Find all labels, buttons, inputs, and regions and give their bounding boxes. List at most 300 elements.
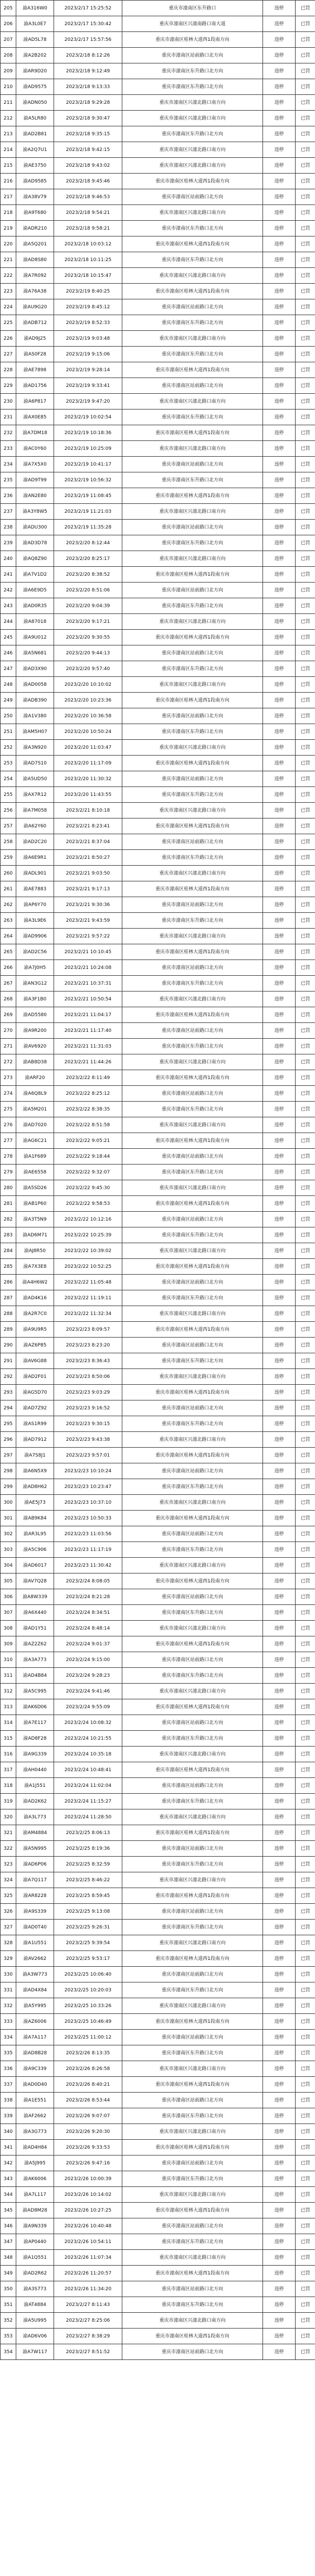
- violation-location-cell: 重庆市潼南区兴潼北路口南方向: [122, 1684, 263, 1699]
- table-row: [1, 614, 315, 630]
- handling-status-cell: 已罚: [296, 315, 315, 331]
- violation-type-cell: 违停: [263, 126, 296, 142]
- plate-number-cell: 渝AP0440: [16, 2234, 54, 2250]
- plate-number-cell: 渝A5M201: [16, 1102, 54, 1117]
- table-row: [1, 834, 315, 850]
- plate-number-cell: 渝AZ6P85: [16, 1338, 54, 1353]
- violation-type-cell: 违停: [263, 1416, 296, 1432]
- plate-number-cell: 渝AD5L78: [16, 32, 54, 48]
- violation-location-cell: 重庆市潼南区东升路口北方向: [122, 1479, 263, 1495]
- table-row: [1, 1652, 315, 1668]
- violation-location-cell: 重庆市潼南区兴潼北路口南方向: [122, 1180, 263, 1196]
- handling-status-cell: 已罚: [296, 1039, 315, 1054]
- handling-status-cell: 已罚: [296, 960, 315, 976]
- row-number-cell: 277: [1, 1133, 16, 1149]
- plate-number-cell: 渝AD8S80: [16, 252, 54, 268]
- plate-number-cell: 渝A38V79: [16, 189, 54, 205]
- violation-type-cell: 违停: [263, 1684, 296, 1699]
- plate-number-cell: 渝AD0058: [16, 677, 54, 693]
- table-row: [1, 252, 315, 268]
- row-number-cell: 247: [1, 661, 16, 677]
- handling-status-cell: 已罚: [296, 787, 315, 803]
- handling-status-cell: 已罚: [296, 2061, 315, 2077]
- plate-number-cell: 渝A7S8J1: [16, 1448, 54, 1463]
- table-row: [1, 2218, 315, 2234]
- handling-status-cell: 已罚: [296, 866, 315, 881]
- violation-location-cell: 重庆市潼南区东升路口北方向: [122, 1039, 263, 1054]
- violation-type-cell: 违停: [263, 1920, 296, 1935]
- plate-number-cell: 渝AJ8R50: [16, 1243, 54, 1259]
- plate-number-cell: 渝A9N339: [16, 2218, 54, 2234]
- handling-status-cell: 已罚: [296, 2155, 315, 2171]
- plate-number-cell: 渝AD3X90: [16, 661, 54, 677]
- table-row: [1, 756, 315, 771]
- violation-type-cell: 违停: [263, 756, 296, 771]
- violation-time-cell: 2023/2/22 11:19:11: [54, 1290, 122, 1306]
- violation-time-cell: 2023/2/19 11:08:45: [54, 488, 122, 504]
- violation-time-cell: 2023/2/23 10:10:24: [54, 1463, 122, 1479]
- violation-time-cell: 2023/2/18 9:29:28: [54, 95, 122, 111]
- violation-time-cell: 2023/2/21 10:50:54: [54, 991, 122, 1007]
- handling-status-cell: 已罚: [296, 1448, 315, 1463]
- handling-status-cell: 已罚: [296, 63, 315, 79]
- violation-type-cell: 违停: [263, 1511, 296, 1526]
- table-row: [1, 1227, 315, 1243]
- violation-location-cell: 重庆市潼南区东升路口北方向: [122, 1227, 263, 1243]
- plate-number-cell: 渝A87018: [16, 614, 54, 630]
- violation-time-cell: 2023/2/21 9:30:36: [54, 897, 122, 913]
- table-row: [1, 850, 315, 866]
- violation-type-cell: 违停: [263, 960, 296, 976]
- violation-type-cell: 违停: [263, 284, 296, 299]
- plate-number-cell: 渝A7M058: [16, 803, 54, 818]
- plate-number-cell: 渝AD6017: [16, 1558, 54, 1573]
- handling-status-cell: 已罚: [296, 2093, 315, 2108]
- row-number-cell: 318: [1, 1778, 16, 1794]
- violation-location-cell: 重庆市潼南区东升路口北方向: [122, 1353, 263, 1369]
- violation-time-cell: 2023/2/23 9:03:29: [54, 1385, 122, 1400]
- violation-type-cell: 违停: [263, 1778, 296, 1794]
- violation-time-cell: 2023/2/18 9:35:15: [54, 126, 122, 142]
- handling-status-cell: 已罚: [296, 488, 315, 504]
- violation-location-cell: 重庆市潼南区东升路口北方向: [122, 347, 263, 362]
- violation-type-cell: 违停: [263, 394, 296, 409]
- row-number-cell: 233: [1, 441, 16, 457]
- row-number-cell: 330: [1, 1967, 16, 1982]
- violation-type-cell: 违停: [263, 913, 296, 929]
- violation-location-cell: 重庆市潼南区东升路口北方向: [122, 2234, 263, 2250]
- violation-type-cell: 违停: [263, 1794, 296, 1809]
- table-row: [1, 1212, 315, 1227]
- table-row: [1, 378, 315, 394]
- plate-number-cell: 渝AX7R12: [16, 787, 54, 803]
- table-row: [1, 1904, 315, 1920]
- violation-time-cell: 2023/2/19 11:21:03: [54, 504, 122, 520]
- violation-location-cell: 重庆市潼南区桂林大道西1段南方向: [122, 693, 263, 708]
- row-number-cell: 226: [1, 331, 16, 347]
- violation-location-cell: 重庆市潼南区桂林大道西1段南方向: [122, 284, 263, 299]
- violation-type-cell: 违停: [263, 520, 296, 535]
- violation-time-cell: 2023/2/23 8:09:57: [54, 1322, 122, 1338]
- violation-type-cell: 违停: [263, 1652, 296, 1668]
- violation-location-cell: 重庆市潼南区东升路口北方向: [122, 1920, 263, 1935]
- violation-type-cell: 违停: [263, 803, 296, 818]
- plate-number-cell: 渝A6X440: [16, 1605, 54, 1621]
- row-number-cell: 311: [1, 1668, 16, 1684]
- violation-type-cell: 违停: [263, 1023, 296, 1039]
- violation-location-cell: 重庆市潼南区桂林大道西1段南方向: [122, 1448, 263, 1463]
- table-row: [1, 866, 315, 881]
- plate-number-cell: 渝A7X3E8: [16, 1259, 54, 1275]
- violation-time-cell: 2023/2/19 11:35:28: [54, 520, 122, 535]
- violation-location-cell: 重庆市潼南区东升路口北方向: [122, 661, 263, 677]
- violation-location-cell: 重庆市潼南区站前路口北方向: [122, 1904, 263, 1920]
- plate-number-cell: 渝A5SD26: [16, 1180, 54, 1196]
- violation-type-cell: 违停: [263, 1731, 296, 1747]
- violation-time-cell: 2023/2/20 11:30:32: [54, 771, 122, 787]
- table-row: [1, 1636, 315, 1652]
- violation-time-cell: 2023/2/21 9:03:50: [54, 866, 122, 881]
- row-number-cell: 243: [1, 598, 16, 614]
- violation-time-cell: 2023/2/26 10:40:48: [54, 2218, 122, 2234]
- row-number-cell: 341: [1, 2140, 16, 2155]
- violation-time-cell: 2023/2/23 10:50:33: [54, 1511, 122, 1526]
- violation-location-cell: 重庆市潼南区兴潼北路口南方向: [122, 504, 263, 520]
- violation-type-cell: 违停: [263, 2140, 296, 2155]
- table-row: [1, 520, 315, 535]
- row-number-cell: 287: [1, 1290, 16, 1306]
- table-row: [1, 174, 315, 189]
- violation-time-cell: 2023/2/20 10:23:36: [54, 693, 122, 708]
- row-number-cell: 352: [1, 2313, 16, 2329]
- violation-time-cell: 2023/2/19 9:28:14: [54, 362, 122, 378]
- table-row: [1, 724, 315, 740]
- row-number-cell: 294: [1, 1400, 16, 1416]
- row-number-cell: 329: [1, 1951, 16, 1967]
- row-number-cell: 299: [1, 1479, 16, 1495]
- table-row: [1, 1353, 315, 1369]
- violation-location-cell: 重庆市潼南区兴潼北路口南方向: [122, 1558, 263, 1573]
- violation-time-cell: 2023/2/26 9:20:30: [54, 2124, 122, 2140]
- violation-type-cell: 违停: [263, 299, 296, 315]
- violation-location-cell: 重庆市潼南区站前路口北方向: [122, 1275, 263, 1290]
- row-number-cell: 348: [1, 2250, 16, 2266]
- row-number-cell: 248: [1, 677, 16, 693]
- plate-number-cell: 渝AD7912: [16, 1432, 54, 1448]
- handling-status-cell: 已罚: [296, 1935, 315, 1951]
- plate-number-cell: 渝A7E117: [16, 1715, 54, 1731]
- handling-status-cell: 已罚: [296, 1369, 315, 1385]
- plate-number-cell: 渝A1E551: [16, 2093, 54, 2108]
- plate-number-cell: 渝AV7Q28: [16, 1573, 54, 1589]
- violation-location-cell: 重庆市潼南区站前路口北方向: [122, 1589, 263, 1605]
- violation-time-cell: 2023/2/18 9:43:02: [54, 158, 122, 174]
- row-number-cell: 227: [1, 347, 16, 362]
- violation-type-cell: 违停: [263, 236, 296, 252]
- handling-status-cell: 已罚: [296, 1762, 315, 1778]
- table-row: [1, 1715, 315, 1731]
- violation-type-cell: 违停: [263, 32, 296, 48]
- table-row: [1, 1479, 315, 1495]
- plate-number-cell: 渝A3L773: [16, 1809, 54, 1825]
- handling-status-cell: 已罚: [296, 378, 315, 394]
- violation-time-cell: 2023/2/19 8:45:12: [54, 299, 122, 315]
- violation-location-cell: 重庆市潼南区兴潼北路口南方向: [122, 205, 263, 221]
- plate-number-cell: 渝A3L9E6: [16, 913, 54, 929]
- row-number-cell: 323: [1, 1857, 16, 1872]
- table-row: [1, 1857, 315, 1872]
- row-number-cell: 207: [1, 32, 16, 48]
- violation-location-cell: 重庆市潼南区桂林大道西1段南方向: [122, 567, 263, 583]
- violation-type-cell: 违停: [263, 1007, 296, 1023]
- table-row: [1, 362, 315, 378]
- violation-time-cell: 2023/2/19 9:03:48: [54, 331, 122, 347]
- violation-location-cell: 重庆市潼南区东升路口北方向: [122, 1857, 263, 1872]
- violation-type-cell: 违停: [263, 1935, 296, 1951]
- violation-time-cell: 2023/2/23 8:36:43: [54, 1353, 122, 1369]
- plate-number-cell: 渝AD7020: [16, 1117, 54, 1133]
- violation-location-cell: 重庆市潼南区桂林大道西1段南方向: [122, 1762, 263, 1778]
- handling-status-cell: 已罚: [296, 2329, 315, 2344]
- row-number-cell: 354: [1, 2344, 16, 2360]
- violation-time-cell: 2023/2/24 11:15:27: [54, 1794, 122, 1809]
- table-row: [1, 1180, 315, 1196]
- violation-type-cell: 违停: [263, 268, 296, 284]
- violation-location-cell: 重庆市潼南区站前路口北方向: [122, 378, 263, 394]
- violation-location-cell: 重庆市潼南区桂林大道西1段南方向: [122, 2140, 263, 2155]
- plate-number-cell: 渝AR9D20: [16, 63, 54, 79]
- handling-status-cell: 已罚: [296, 1841, 315, 1857]
- violation-time-cell: 2023/2/19 10:02:54: [54, 409, 122, 425]
- violation-time-cell: 2023/2/19 8:52:33: [54, 315, 122, 331]
- violation-time-cell: 2023/2/22 11:32:34: [54, 1306, 122, 1322]
- table-row: [1, 1668, 315, 1684]
- plate-number-cell: 渝AD7S10: [16, 756, 54, 771]
- handling-status-cell: 已罚: [296, 1416, 315, 1432]
- violation-location-cell: 重庆市潼南区站前路口北方向: [122, 2093, 263, 2108]
- table-row: [1, 1102, 315, 1117]
- plate-number-cell: 渝AX0E85: [16, 409, 54, 425]
- plate-number-cell: 渝AE7883: [16, 881, 54, 897]
- plate-number-cell: 渝AE6558: [16, 1165, 54, 1180]
- violation-time-cell: 2023/2/27 8:11:43: [54, 2297, 122, 2313]
- handling-status-cell: 已罚: [296, 929, 315, 944]
- table-row: [1, 818, 315, 834]
- plate-number-cell: 渝AD2R62: [16, 2266, 54, 2281]
- handling-status-cell: 已罚: [296, 1054, 315, 1070]
- plate-number-cell: 渝A1U551: [16, 1935, 54, 1951]
- table-row: [1, 1982, 315, 1998]
- plate-number-cell: 渝A3G773: [16, 2124, 54, 2140]
- violation-time-cell: 2023/2/21 8:37:04: [54, 834, 122, 850]
- violation-time-cell: 2023/2/22 10:39:02: [54, 1243, 122, 1259]
- table-row: [1, 2250, 315, 2266]
- violation-table-body: [1, 1, 315, 2360]
- handling-status-cell: 已罚: [296, 850, 315, 866]
- table-row: [1, 2093, 315, 2108]
- row-number-cell: 300: [1, 1495, 16, 1511]
- violation-location-cell: 重庆市潼南区东升路口: [122, 1, 263, 16]
- table-row: [1, 1920, 315, 1935]
- row-number-cell: 288: [1, 1306, 16, 1322]
- violation-location-cell: 重庆市潼南区站前路口北方向: [122, 1526, 263, 1542]
- violation-time-cell: 2023/2/17 15:57:56: [54, 32, 122, 48]
- violation-type-cell: 违停: [263, 488, 296, 504]
- violation-location-cell: 重庆市潼南区东升路口北方向: [122, 1290, 263, 1306]
- plate-number-cell: 渝A5N995: [16, 1841, 54, 1857]
- plate-number-cell: 渝A7Q117: [16, 1872, 54, 1888]
- violation-location-cell: 重庆市潼南区桂林大道西1段南方向: [122, 881, 263, 897]
- row-number-cell: 333: [1, 2014, 16, 2030]
- row-number-cell: 269: [1, 1007, 16, 1023]
- plate-number-cell: 渝AD9T99: [16, 472, 54, 488]
- violation-type-cell: 违停: [263, 2234, 296, 2250]
- plate-number-cell: 渝AD0R35: [16, 598, 54, 614]
- violation-time-cell: 2023/2/18 10:15:47: [54, 268, 122, 284]
- row-number-cell: 346: [1, 2218, 16, 2234]
- violation-time-cell: 2023/2/22 8:25:12: [54, 1086, 122, 1102]
- violation-time-cell: 2023/2/26 8:13:35: [54, 2045, 122, 2061]
- table-row: [1, 1731, 315, 1747]
- handling-status-cell: 已罚: [296, 32, 315, 48]
- violation-type-cell: 违停: [263, 504, 296, 520]
- plate-number-cell: 渝AP6Y70: [16, 897, 54, 913]
- row-number-cell: 254: [1, 771, 16, 787]
- table-row: [1, 2061, 315, 2077]
- violation-time-cell: 2023/2/20 8:12:44: [54, 535, 122, 551]
- table-row: [1, 394, 315, 409]
- violation-type-cell: 违停: [263, 1212, 296, 1227]
- violation-type-cell: 违停: [263, 677, 296, 693]
- table-row: [1, 1322, 315, 1338]
- handling-status-cell: 已罚: [296, 252, 315, 268]
- violation-location-cell: 重庆市潼南区东升路口北方向: [122, 1542, 263, 1558]
- violation-location-cell: 重庆市潼南区桂林大道西1段南方向: [122, 2014, 263, 2030]
- handling-status-cell: 已罚: [296, 1888, 315, 1904]
- row-number-cell: 219: [1, 221, 16, 236]
- violation-type-cell: 违停: [263, 2077, 296, 2093]
- handling-status-cell: 已罚: [296, 2108, 315, 2124]
- table-row: [1, 1762, 315, 1778]
- table-row: [1, 551, 315, 567]
- row-number-cell: 206: [1, 16, 16, 32]
- violation-type-cell: 违停: [263, 1558, 296, 1573]
- table-row: [1, 1998, 315, 2014]
- violation-location-cell: 重庆市潼南区兴潼北路口南方向: [122, 111, 263, 126]
- violation-time-cell: 2023/2/22 9:05:21: [54, 1133, 122, 1149]
- violation-location-cell: 重庆市潼南区站前路口北方向: [122, 299, 263, 315]
- violation-location-cell: 重庆市潼南区东升路口北方向: [122, 1668, 263, 1684]
- violation-time-cell: 2023/2/20 9:17:21: [54, 614, 122, 630]
- violation-type-cell: 违停: [263, 834, 296, 850]
- handling-status-cell: 已罚: [296, 991, 315, 1007]
- violation-location-cell: 重庆市潼南区兴潼南路口南大道: [122, 16, 263, 32]
- handling-status-cell: 已罚: [296, 1353, 315, 1369]
- plate-number-cell: 渝AD8H62: [16, 1479, 54, 1495]
- plate-number-cell: 渝AD9906: [16, 929, 54, 944]
- violation-location-cell: 重庆市潼南区站前路口北方向: [122, 834, 263, 850]
- plate-number-cell: 渝AZ6006: [16, 2014, 54, 2030]
- violation-time-cell: 2023/2/21 8:10:18: [54, 803, 122, 818]
- violation-time-cell: 2023/2/26 8:26:58: [54, 2061, 122, 2077]
- row-number-cell: 245: [1, 630, 16, 645]
- violation-location-cell: 重庆市潼南区兴潼北路口南方向: [122, 1935, 263, 1951]
- row-number-cell: 221: [1, 252, 16, 268]
- row-number-cell: 324: [1, 1872, 16, 1888]
- row-number-cell: 338: [1, 2093, 16, 2108]
- handling-status-cell: 已罚: [296, 2014, 315, 2030]
- plate-number-cell: 渝AS1R99: [16, 1416, 54, 1432]
- row-number-cell: 211: [1, 95, 16, 111]
- handling-status-cell: 已罚: [296, 2234, 315, 2250]
- row-number-cell: 250: [1, 708, 16, 724]
- row-number-cell: 273: [1, 1070, 16, 1086]
- handling-status-cell: 已罚: [296, 1117, 315, 1133]
- violation-time-cell: 2023/2/22 8:38:35: [54, 1102, 122, 1117]
- row-number-cell: 314: [1, 1715, 16, 1731]
- violation-type-cell: 违停: [263, 1872, 296, 1888]
- row-number-cell: 315: [1, 1731, 16, 1747]
- violation-type-cell: 违停: [263, 1573, 296, 1589]
- row-number-cell: 246: [1, 645, 16, 661]
- violation-type-cell: 违停: [263, 1039, 296, 1054]
- violation-type-cell: 违停: [263, 1809, 296, 1825]
- violation-type-cell: 违停: [263, 1102, 296, 1117]
- handling-status-cell: 已罚: [296, 1652, 315, 1668]
- violation-type-cell: 违停: [263, 1117, 296, 1133]
- table-row: [1, 1023, 315, 1039]
- handling-status-cell: 已罚: [296, 944, 315, 960]
- handling-status-cell: 已罚: [296, 1621, 315, 1636]
- violation-time-cell: 2023/2/22 9:58:53: [54, 1196, 122, 1212]
- handling-status-cell: 已罚: [296, 1904, 315, 1920]
- violation-type-cell: 违停: [263, 1165, 296, 1180]
- plate-number-cell: 渝AD9585: [16, 174, 54, 189]
- plate-number-cell: 渝AD8F28: [16, 1731, 54, 1747]
- violation-location-cell: 重庆市潼南区桂林大道西1段南方向: [122, 756, 263, 771]
- table-row: [1, 583, 315, 598]
- handling-status-cell: 已罚: [296, 1400, 315, 1416]
- row-number-cell: 205: [1, 1, 16, 16]
- violation-location-cell: 重庆市潼南区兴潼北路口南方向: [122, 1243, 263, 1259]
- row-number-cell: 214: [1, 142, 16, 158]
- violation-location-cell: 重庆市潼南区兴潼北路口南方向: [122, 803, 263, 818]
- handling-status-cell: 已罚: [296, 2297, 315, 2313]
- handling-status-cell: 已罚: [296, 2030, 315, 2045]
- violation-time-cell: 2023/2/25 9:53:17: [54, 1951, 122, 1967]
- violation-time-cell: 2023/2/25 11:00:12: [54, 2030, 122, 2045]
- violation-time-cell: 2023/2/20 9:04:39: [54, 598, 122, 614]
- plate-number-cell: 渝AD2C20: [16, 834, 54, 850]
- row-number-cell: 301: [1, 1511, 16, 1526]
- violation-time-cell: 2023/2/24 9:01:37: [54, 1636, 122, 1652]
- violation-time-cell: 2023/2/23 9:43:38: [54, 1432, 122, 1448]
- violation-time-cell: 2023/2/24 11:02:04: [54, 1778, 122, 1794]
- violation-time-cell: 2023/2/25 8:59:45: [54, 1888, 122, 1904]
- violation-type-cell: 违停: [263, 441, 296, 457]
- plate-number-cell: 渝AE7898: [16, 362, 54, 378]
- violation-time-cell: 2023/2/24 9:15:00: [54, 1652, 122, 1668]
- row-number-cell: 345: [1, 2203, 16, 2218]
- handling-status-cell: 已罚: [296, 284, 315, 299]
- plate-number-cell: 渝ADL901: [16, 866, 54, 881]
- violation-time-cell: 2023/2/26 9:47:16: [54, 2155, 122, 2171]
- table-row: [1, 299, 315, 315]
- table-row: [1, 1967, 315, 1982]
- row-number-cell: 259: [1, 850, 16, 866]
- handling-status-cell: 已罚: [296, 567, 315, 583]
- violation-type-cell: 违停: [263, 598, 296, 614]
